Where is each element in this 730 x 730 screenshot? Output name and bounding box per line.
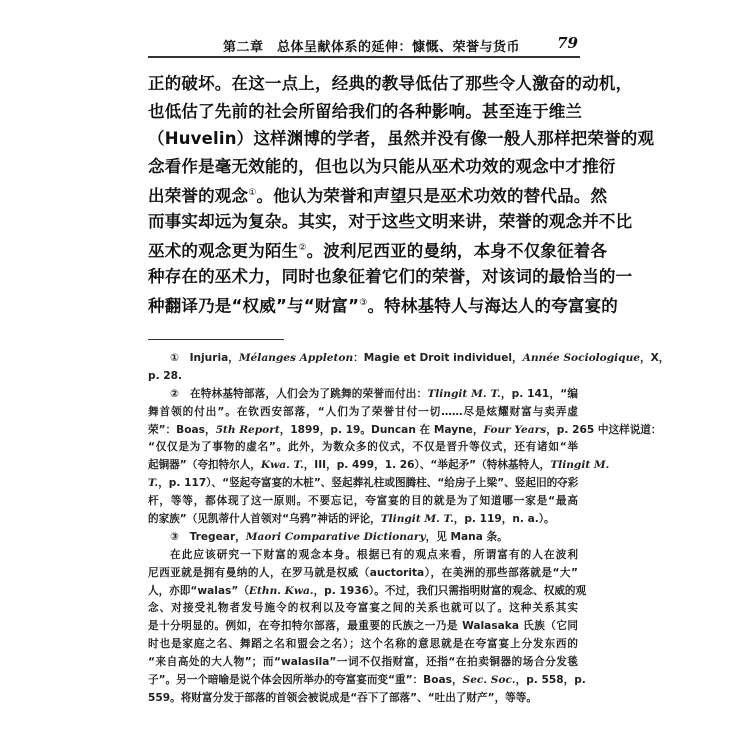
text-segment: ，p. 265 中这样说道： <box>546 423 662 436</box>
italic-citation: Kwa. T. <box>260 459 304 472</box>
text-segment: ，p. 117）、“竖起夸富宴的木桩”、竖起葬礼柱或图腾柱、“给房子上梁”、竖起旧的夺彩 <box>158 477 579 490</box>
footnote-line <box>148 600 578 618</box>
running-header <box>148 34 580 58</box>
text-segment: 559。将财富分发于部落的首领会被说成是“吞下了部落”、“吐出了财产”，等等。 <box>148 691 537 704</box>
text-segment: 杆，等等，都体现了这一原则。不要忘记，夸富宴的目的就是为了知道哪一家是“最高 <box>148 495 578 508</box>
italic-citation: Ethn. Kwa. <box>248 584 314 597</box>
body-line <box>148 263 633 291</box>
italic-citation: Tlingit M. T. <box>427 387 501 400</box>
footnote-line <box>148 529 578 547</box>
italic-citation: Tlingit M. T. <box>380 513 454 526</box>
text-segment: 荣”：Boas， <box>148 423 216 436</box>
text-segment: 种翻译乃是“权威”与“财富” <box>148 296 360 316</box>
footnote-line <box>148 583 587 601</box>
footnote-line <box>148 404 578 422</box>
body-line <box>148 153 616 181</box>
italic-citation: Année Sociologique <box>522 352 641 364</box>
text-segment: ，p. 141，“编 <box>500 387 578 400</box>
text-segment: ，X， <box>640 352 670 364</box>
text-segment: ，见 Mana 条。 <box>425 530 508 543</box>
footnote-line <box>148 493 578 511</box>
text-segment: ，III，p. 499，1. 26）、“举起矛”（特林基特人， <box>303 459 551 472</box>
footnote-line <box>148 368 578 386</box>
footnote-line <box>148 439 578 457</box>
text-segment: 的家族”（见凯蒂什人首领对“乌鸦”神话的评论， <box>148 513 381 526</box>
body-line <box>148 235 608 263</box>
text-segment: 人，亦即“walas”（ <box>148 584 249 597</box>
text-segment: 而事实却远为复杂。其实，对于这些文明来讲，荣誉的观念并不比 <box>148 211 633 231</box>
text-segment: 时也是家庭之名、舞蹈之名和盟会之名）；这个名称的意思就是在夸富宴上分发东西的 <box>148 638 578 651</box>
body-line <box>148 70 633 98</box>
text-segment: p. 28. <box>148 369 183 382</box>
body-line <box>148 290 618 318</box>
text-segment: 也低估了先前的社会所留给我们的各种影响。甚至连于维兰 <box>148 101 583 121</box>
footnote-line <box>148 457 610 475</box>
footnote-line <box>148 350 670 368</box>
footnote-ref: ③ <box>359 298 368 308</box>
text-segment: 念、对接受礼物者发号施令的权利以及夸富宴之间的关系也就可以了。这种关系其实 <box>148 602 578 615</box>
body-line <box>148 180 608 208</box>
text-segment: 起铜器”（夸扣特尔人， <box>148 459 261 472</box>
text-segment: ② 在特林基特部落，人们会为了跳舞的荣誉而付出： <box>170 387 428 400</box>
page-number: 79 <box>557 34 578 52</box>
italic-citation: Maori Comparative Dictionary <box>245 530 426 543</box>
footnotes <box>148 350 670 708</box>
text-segment: 舞首领的付出”。在钦西安部落，“人们为了荣誉甘付一切……尽是炫耀财富与卖弄虚 <box>148 405 578 418</box>
footnote-line <box>148 422 662 440</box>
italic-citation: Four Years <box>483 423 547 436</box>
text-segment: ，1899，p. 19。Duncan 在 Mayne， <box>279 423 484 436</box>
footnote-ref: ② <box>298 243 307 253</box>
footnote-line <box>148 386 578 404</box>
text-segment: ① Injuria， <box>170 352 239 364</box>
text-segment: 。特林基特人与海达人的夸富宴的 <box>367 296 618 316</box>
footnote-line <box>148 475 578 493</box>
footnote-divider <box>148 339 284 340</box>
text-segment: 正的破坏。在这一点上，经典的教导低估了那些令人激奋的动机， <box>148 74 633 93</box>
body-text <box>148 70 655 318</box>
text-segment: ，p. 1936）。不过，我们只需指明财富的观念、权威的观 <box>313 584 587 597</box>
text-segment: 种存在的巫术力，同时也象征着它们的荣誉，对该词的最恰当的一 <box>148 266 633 286</box>
text-segment: 。他认为荣誉和声望只是巫术功效的替代品。然 <box>256 186 608 206</box>
italic-citation: Tlingit M. <box>550 459 610 472</box>
footnote-line <box>148 654 578 672</box>
text-segment: 巫术的观念更为陌生 <box>148 241 299 261</box>
text-segment: 出荣誉的观念 <box>148 186 249 206</box>
footnote-line <box>148 511 578 529</box>
text-segment: 在此应该研究一下财富的观念本身。根据已有的观点来看，所谓富有的人在波利 <box>170 548 578 561</box>
chapter-title: 第二章 总体呈献体系的延伸：慷慨、荣誉与货币 <box>222 40 520 55</box>
text-segment: 是十分明显的。例如，在夸扣特尔部落，最重要的氏族之一乃是 Walasaka 氏族（它同 <box>148 620 578 633</box>
footnote-line <box>148 636 578 654</box>
text-segment: 子”。另一个暗喻是说个体会因所举办的夸富宴而变“重”：Boas， <box>148 674 463 687</box>
italic-citation: Sec. Soc. <box>462 674 516 687</box>
footnote-line <box>148 618 578 636</box>
footnote-line <box>148 565 578 583</box>
body-line <box>148 98 583 126</box>
footnote-line <box>148 672 586 690</box>
italic-citation: 5th Report <box>215 423 280 436</box>
italic-citation: T. <box>148 477 159 490</box>
footnote-line <box>148 547 578 565</box>
italic-citation: Mélanges Appleton <box>238 352 354 364</box>
text-segment: ：Magie et Droit individuel， <box>353 352 523 364</box>
text-segment: 尼西亚就是拥有曼纳的人，在罗马就是权威（auctorita），在美洲的那些部落就是“大” <box>148 566 578 579</box>
text-segment: 。波利尼西亚的曼纳，本身不仅象征着各 <box>306 241 608 261</box>
footnote-ref: ① <box>248 188 257 198</box>
text-segment: ，p. 119，n. a.）。 <box>453 513 555 526</box>
body-line <box>148 125 655 153</box>
text-segment: “来自高处的大人物”；而“walasila”一词不仅指财富，还指“在拍卖铜器的场合分发毯 <box>148 656 578 669</box>
text-segment: （Huvelin）这样渊博的学者，虽然并没有像一般人那样把荣誉的观 <box>148 129 655 148</box>
text-segment: 念看作是毫无效能的，但也以为只能从巫术功效的观念中才推衍 <box>148 156 616 176</box>
footnote-line <box>148 690 578 708</box>
body-line <box>148 208 633 236</box>
text-segment: “仅仅是为了事物的虚名”。此外，为数众多的仪式，不仅是晋升等仪式，还有诸如“举 <box>148 441 578 454</box>
text-segment: ③ Tregear， <box>170 530 246 543</box>
text-segment: ，p. 558，p. <box>515 674 586 687</box>
